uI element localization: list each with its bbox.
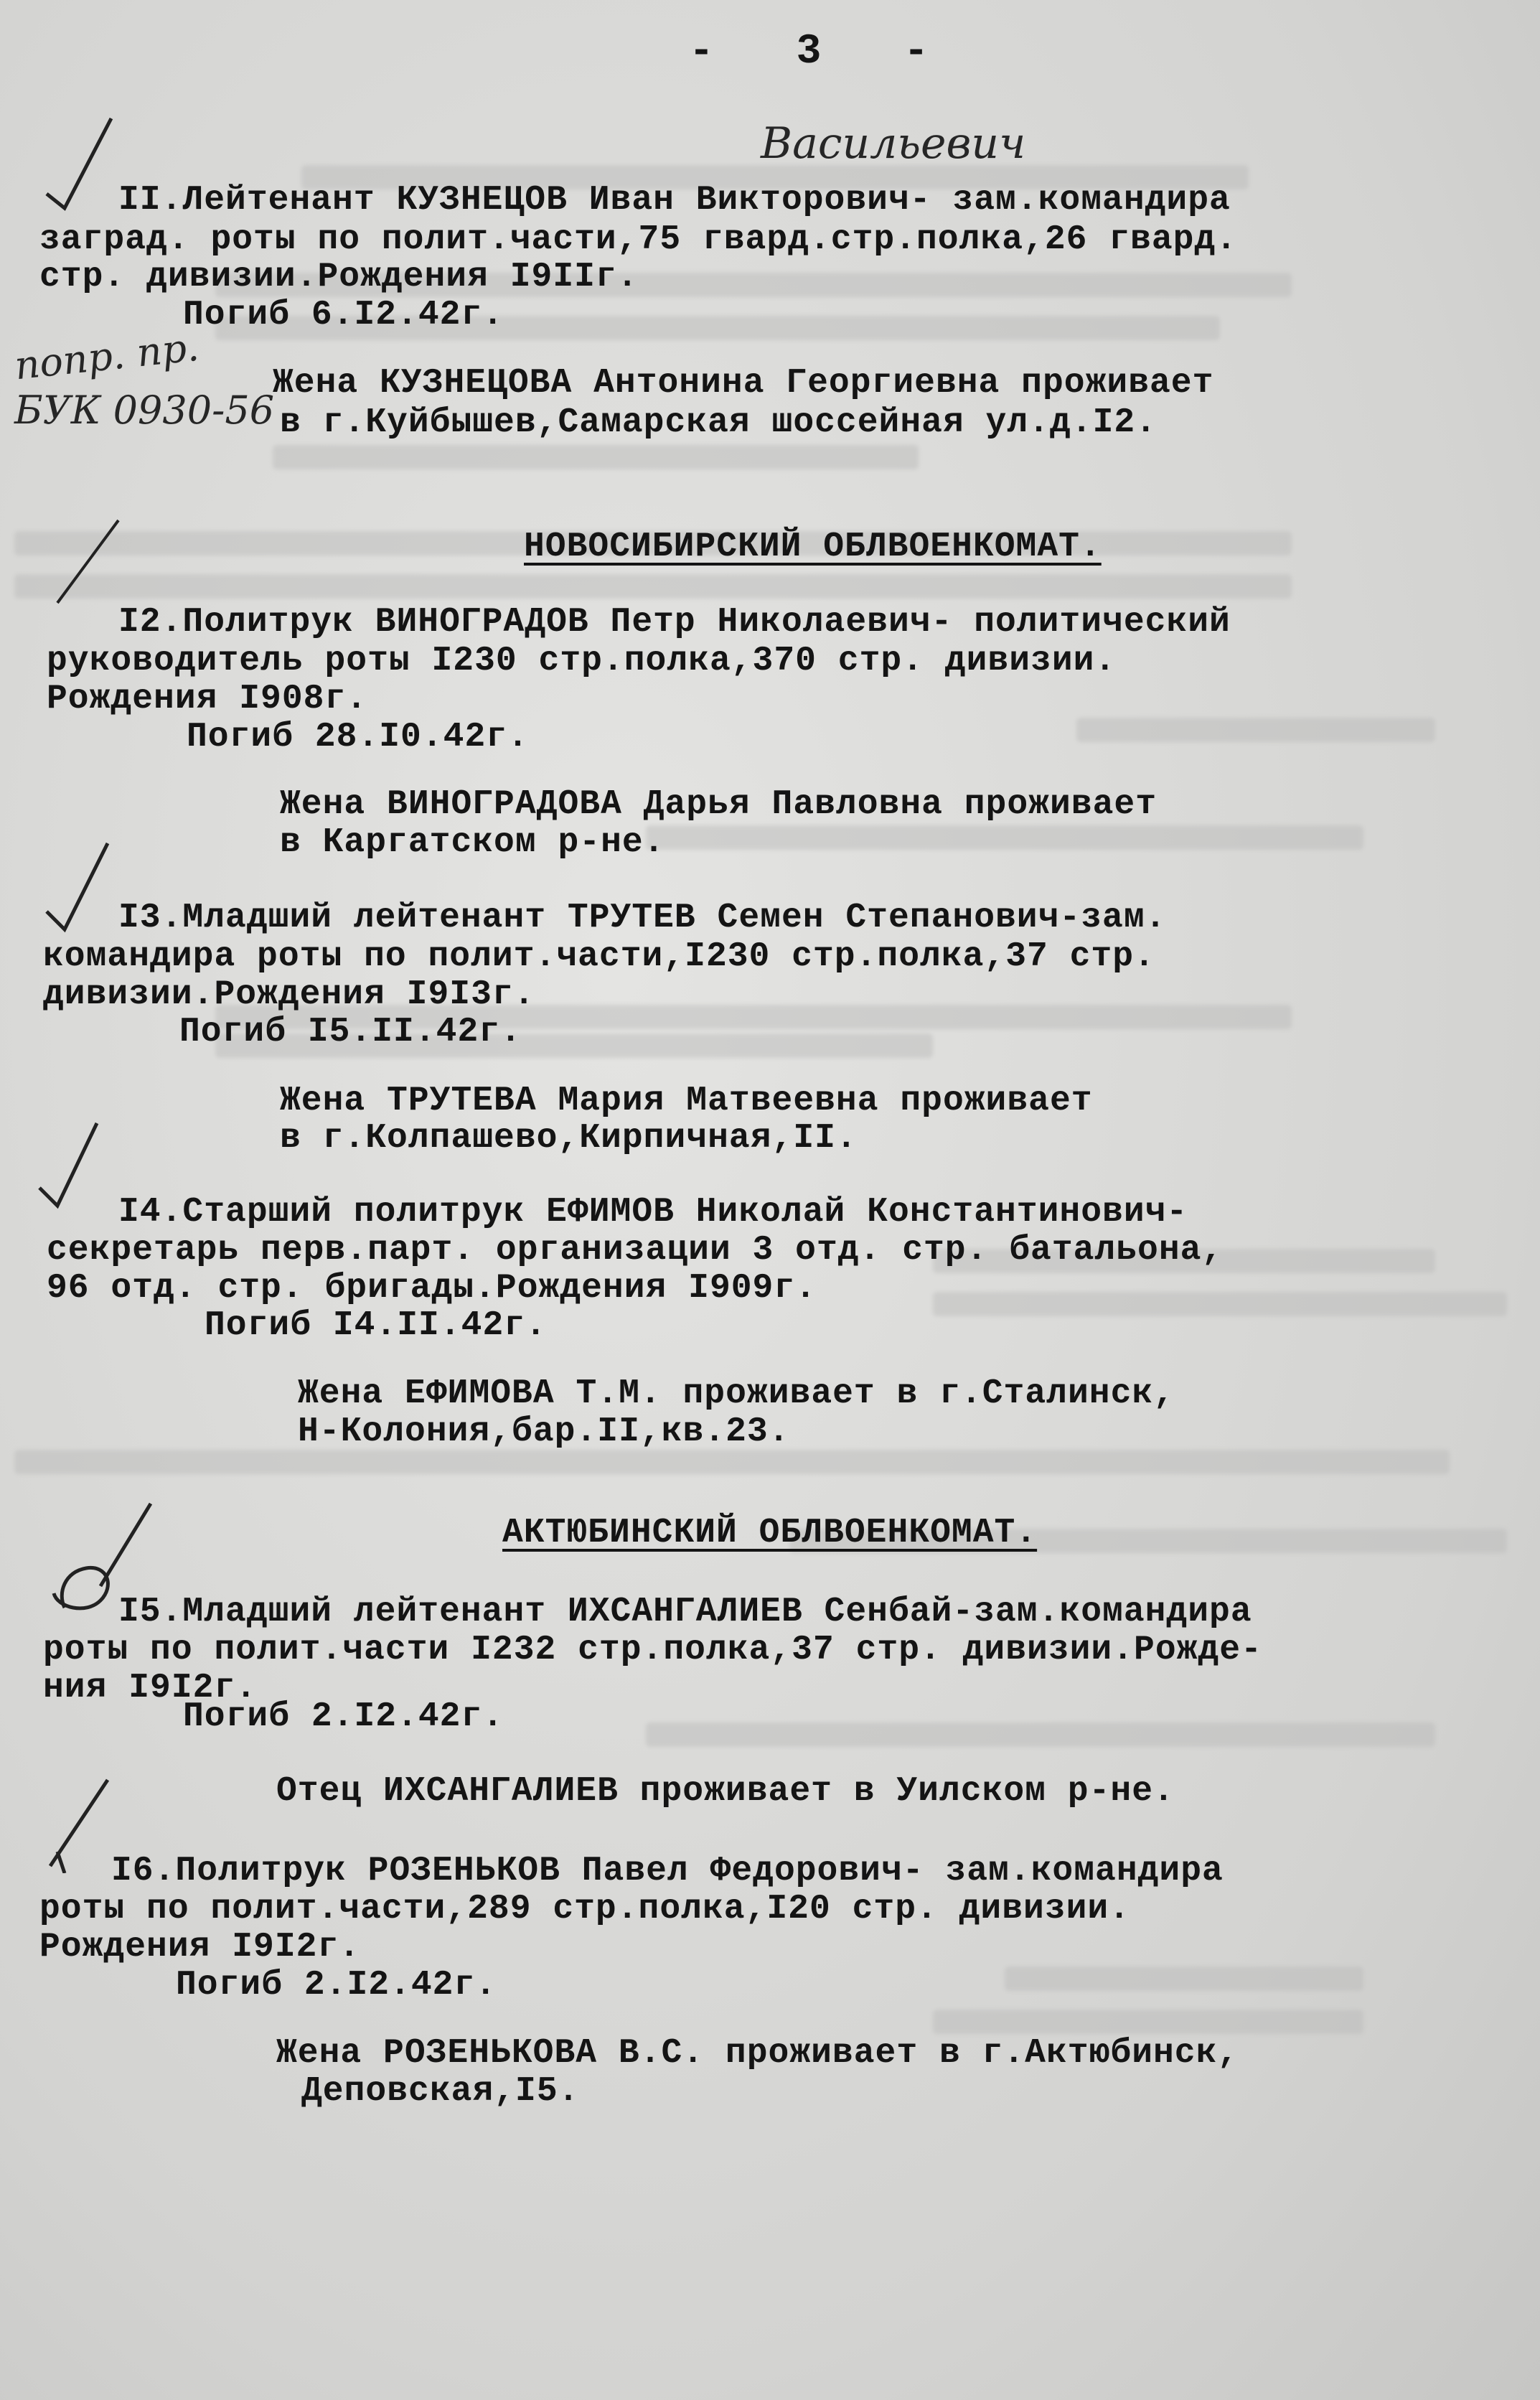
check-mark-icon	[43, 840, 122, 933]
entry-13-line-2: командира роты по полит.части,I230 стр.полка,37 стр.	[43, 937, 1155, 976]
entry-13-death-date: Погиб I5.II.42г.	[179, 1013, 522, 1051]
entry-12-death-date: Погиб 28.I0.42г.	[187, 718, 529, 756]
tick-stroke-icon	[50, 517, 129, 610]
entry-11-address: в г.Куйбышев,Самарская шоссейная ул.д.I2.	[280, 403, 1157, 442]
entry-15-line-1: I5.Младший лейтенант ИХСАНГАЛИЕВ Сенбай-зам.командира	[118, 1593, 1252, 1631]
section-heading-novosibirsk: НОВОСИБИРСКИЙ ОБЛВОЕНКОМАТ.	[524, 528, 1102, 566]
entry-14-next-of-kin: Жена ЕФИМОВА Т.М. проживает в г.Сталинск,	[298, 1374, 1175, 1413]
entry-11-line-3: стр. дивизии.Рождения I9IIг.	[39, 258, 639, 296]
entry-11-line-1: II.Лейтенант КУЗНЕЦОВ Иван Викторович- зам.командира	[118, 181, 1231, 220]
entry-16-line-2: роты по полит.части,289 стр.полка,I20 стр. дивизии.	[39, 1890, 1131, 1928]
page-number: - 3 -	[689, 29, 958, 75]
handwritten-note-1: попр. пр.	[12, 324, 202, 389]
entry-12-line-3: Рождения I908г.	[47, 680, 368, 718]
entry-14-line-1: I4.Старший политрук ЕФИМОВ Николай Константинович-	[118, 1193, 1188, 1232]
entry-13-address: в г.Колпашево,Кирпичная,II.	[280, 1119, 858, 1158]
entry-13-next-of-kin: Жена ТРУТЕВА Мария Матвеевна проживает	[280, 1082, 1093, 1120]
entry-14-death-date: Погиб I4.II.42г.	[205, 1306, 547, 1345]
entry-16-line-1: I6.Политрук РОЗЕНЬКОВ Павел Федорович- зам.командира	[111, 1852, 1224, 1890]
entry-15-next-of-kin: Отец ИХСАНГАЛИЕВ проживает в Уилском р-не.	[276, 1772, 1175, 1811]
entry-12-next-of-kin: Жена ВИНОГРАДОВА Дарья Павловна проживает	[280, 785, 1157, 824]
entry-13-line-3: дивизии.Рождения I9I3г.	[43, 975, 535, 1014]
entry-11-death-date: Погиб 6.I2.42г.	[183, 296, 504, 334]
entry-14-address: Н-Колония,бар.II,кв.23.	[298, 1412, 790, 1451]
entry-14-line-3: 96 отд. стр. бригады.Рождения I909г.	[47, 1269, 817, 1308]
entry-16-death-date: Погиб 2.I2.42г.	[176, 1966, 497, 2005]
section-heading-aktyubinsk: АКТЮБИНСКИЙ ОБЛВОЕНКОМАТ.	[502, 1514, 1038, 1552]
handwritten-note-2: БУК 0930-56	[14, 388, 275, 433]
check-mark-icon	[36, 1120, 115, 1213]
entry-16-next-of-kin: Жена РОЗЕНЬКОВА В.С. проживает в г.Актюбинск,	[276, 2034, 1239, 2073]
check-mark-icon	[43, 115, 122, 215]
entry-15-line-3: ния I9I2г.	[43, 1669, 258, 1707]
entry-15-death-date: Погиб 2.I2.42г.	[183, 1697, 504, 1736]
entry-16-line-3: Рождения I9I2г.	[39, 1928, 361, 1967]
entry-14-line-2: секретарь перв.парт. организации 3 отд. стр. батальона,	[47, 1231, 1224, 1270]
handwritten-patronymic: Васильевич	[761, 118, 1026, 169]
entry-16-address: Деповская,I5.	[301, 2072, 580, 2111]
tick-stroke-icon	[43, 1773, 122, 1873]
entry-11-line-2: заград. роты по полит.части,75 гвард.стр.полка,26 гвард.	[39, 220, 1238, 259]
entry-12-line-1: I2.Политрук ВИНОГРАДОВ Петр Николаевич- политический	[118, 603, 1231, 642]
entry-12-address: в Каргатском р-не.	[280, 823, 665, 862]
entry-13-line-1: I3.Младший лейтенант ТРУТЕВ Семен Степанович-зам.	[118, 899, 1167, 937]
entry-11-next-of-kin: Жена КУЗНЕЦОВА Антонина Георгиевна проживает	[273, 364, 1214, 403]
entry-15-line-2: роты по полит.части I232 стр.полка,37 стр. дивизии.Рожде-	[43, 1631, 1262, 1669]
entry-12-line-2: руководитель роты I230 стр.полка,370 стр. дивизии.	[47, 642, 1117, 680]
